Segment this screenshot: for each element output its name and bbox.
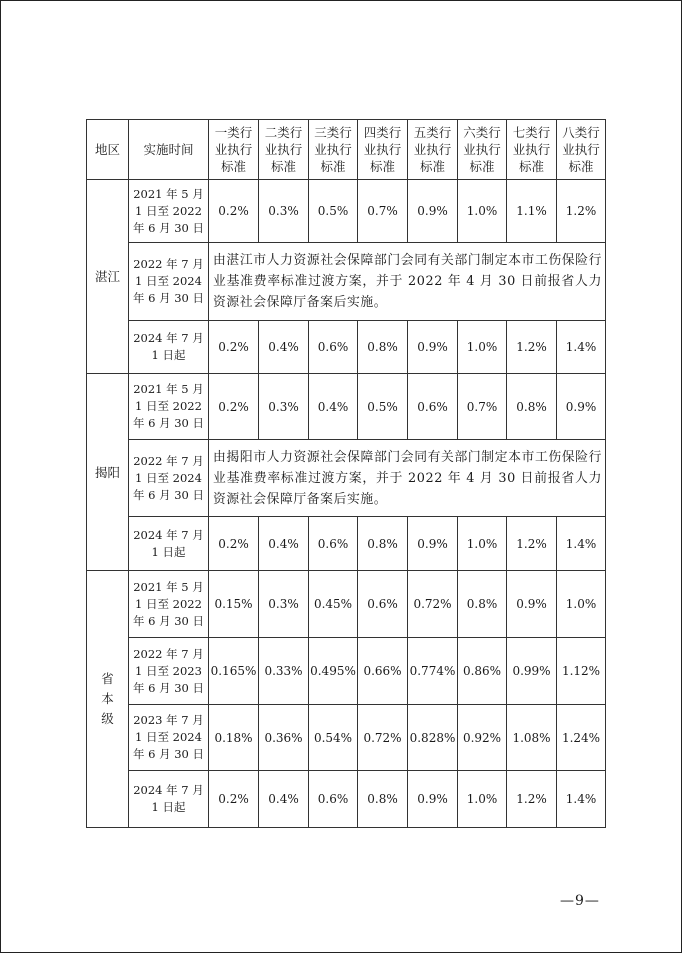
rate-cell: 0.18% [209, 705, 259, 771]
rate-cell: 0.4% [259, 771, 309, 828]
rate-cell: 0.6% [408, 374, 458, 440]
rate-cell: 1.2% [507, 517, 557, 571]
table-row [87, 440, 606, 517]
header-class-2: 二类行业执行标准 [259, 120, 309, 180]
period-cell: 2021 年 5 月 1 日至 2022 年 6 月 30 日 [129, 180, 209, 243]
rate-cell: 0.45% [309, 571, 358, 638]
rate-cell: 0.495% [309, 638, 358, 705]
rate-cell: 1.12% [557, 638, 606, 705]
rate-cell: 1.2% [507, 321, 557, 374]
rate-cell: 0.9% [507, 571, 557, 638]
rate-cell: 0.5% [358, 374, 408, 440]
note-cell: 由湛江市人力资源社会保障部门会同有关部门制定本市工伤保险行业基准费率标准过渡方案，并于 2022 年 4 月 30 日前报省人力资源社会保障厅备案后实施。 [209, 243, 606, 321]
rate-cell: 1.0% [458, 180, 507, 243]
rate-cell: 0.8% [507, 374, 557, 440]
rate-cell: 1.1% [507, 180, 557, 243]
rate-cell: 0.3% [259, 374, 309, 440]
rate-cell: 0.8% [358, 771, 408, 828]
region-cell [87, 571, 129, 828]
period-cell: 2021 年 5 月 1 日至 2022 年 6 月 30 日 [129, 571, 209, 638]
rate-cell: 0.6% [309, 771, 358, 828]
rate-cell: 0.4% [309, 374, 358, 440]
header-class-1: 一类行业执行标准 [209, 120, 259, 180]
rate-cell: 0.36% [259, 705, 309, 771]
rate-cell: 0.7% [358, 180, 408, 243]
table-row [87, 705, 606, 771]
region-cell: 湛江 [87, 180, 129, 374]
header-region: 地区 [87, 120, 129, 180]
header-class-5: 五类行业执行标准 [408, 120, 458, 180]
period-cell: 2022 年 7 月 1 日至 2024 年 6 月 30 日 [129, 243, 209, 321]
rate-cell: 1.2% [507, 771, 557, 828]
period-cell: 2024 年 7 月 1 日起 [129, 771, 209, 828]
rate-cell: 0.72% [358, 705, 408, 771]
rate-cell: 0.99% [507, 638, 557, 705]
rate-cell: 0.3% [259, 180, 309, 243]
header-class-4: 四类行业执行标准 [358, 120, 408, 180]
table-row [87, 321, 606, 374]
rate-cell: 0.4% [259, 517, 309, 571]
rate-table [86, 119, 606, 828]
rate-cell: 0.8% [358, 517, 408, 571]
table-row [87, 180, 606, 243]
header-period: 实施时间 [129, 120, 209, 180]
rate-cell: 0.2% [209, 180, 259, 243]
region-label: 省本级 [101, 671, 114, 726]
header-class-8: 八类行业执行标准 [557, 120, 606, 180]
rate-cell: 0.9% [557, 374, 606, 440]
header-class-6: 六类行业执行标准 [458, 120, 507, 180]
rate-cell: 0.9% [408, 517, 458, 571]
rate-cell: 0.66% [358, 638, 408, 705]
rate-cell: 1.4% [557, 771, 606, 828]
table-row [87, 771, 606, 828]
rate-cell: 0.7% [458, 374, 507, 440]
rate-cell: 0.9% [408, 771, 458, 828]
period-cell: 2021 年 5 月 1 日至 2022 年 6 月 30 日 [129, 374, 209, 440]
rate-cell: 1.4% [557, 321, 606, 374]
rate-cell: 0.6% [309, 517, 358, 571]
rate-cell: 0.165% [209, 638, 259, 705]
rate-cell: 0.72% [408, 571, 458, 638]
table-row [87, 374, 606, 440]
rate-cell: 0.828% [408, 705, 458, 771]
rate-cell: 0.4% [259, 321, 309, 374]
rate-cell: 0.774% [408, 638, 458, 705]
rate-cell: 0.8% [458, 571, 507, 638]
rate-cell: 1.4% [557, 517, 606, 571]
rate-cell: 1.0% [458, 517, 507, 571]
note-cell: 由揭阳市人力资源社会保障部门会同有关部门制定本市工伤保险行业基准费率标准过渡方案，并于 2022 年 4 月 30 日前报省人力资源社会保障厅备案后实施。 [209, 440, 606, 517]
rate-cell: 0.2% [209, 771, 259, 828]
table-row [87, 638, 606, 705]
rate-cell: 1.0% [557, 571, 606, 638]
period-cell: 2022 年 7 月 1 日至 2023 年 6 月 30 日 [129, 638, 209, 705]
table-row [87, 243, 606, 321]
rate-cell: 0.6% [358, 571, 408, 638]
rate-cell: 0.2% [209, 374, 259, 440]
rate-cell: 0.2% [209, 517, 259, 571]
page-number: —9— [560, 893, 600, 909]
rate-cell: 0.92% [458, 705, 507, 771]
rate-cell: 1.0% [458, 321, 507, 374]
rate-cell: 0.3% [259, 571, 309, 638]
table-row [87, 517, 606, 571]
rate-cell: 0.2% [209, 321, 259, 374]
rate-cell: 0.54% [309, 705, 358, 771]
rate-cell: 1.0% [458, 771, 507, 828]
header-class-3: 三类行业执行标准 [309, 120, 358, 180]
header-class-7: 七类行业执行标准 [507, 120, 557, 180]
period-cell: 2022 年 7 月 1 日至 2024 年 6 月 30 日 [129, 440, 209, 517]
period-cell: 2023 年 7 月 1 日至 2024 年 6 月 30 日 [129, 705, 209, 771]
header-row [87, 120, 606, 180]
period-cell: 2024 年 7 月 1 日起 [129, 517, 209, 571]
region-cell: 揭阳 [87, 374, 129, 571]
rate-cell: 0.86% [458, 638, 507, 705]
rate-cell: 1.24% [557, 705, 606, 771]
rate-cell: 0.33% [259, 638, 309, 705]
rate-cell: 0.15% [209, 571, 259, 638]
rate-cell: 0.9% [408, 321, 458, 374]
rate-cell: 1.2% [557, 180, 606, 243]
table-row [87, 571, 606, 638]
rate-cell: 0.8% [358, 321, 408, 374]
rate-cell: 0.9% [408, 180, 458, 243]
rate-cell: 0.6% [309, 321, 358, 374]
rate-cell: 1.08% [507, 705, 557, 771]
period-cell: 2024 年 7 月 1 日起 [129, 321, 209, 374]
rate-cell: 0.5% [309, 180, 358, 243]
